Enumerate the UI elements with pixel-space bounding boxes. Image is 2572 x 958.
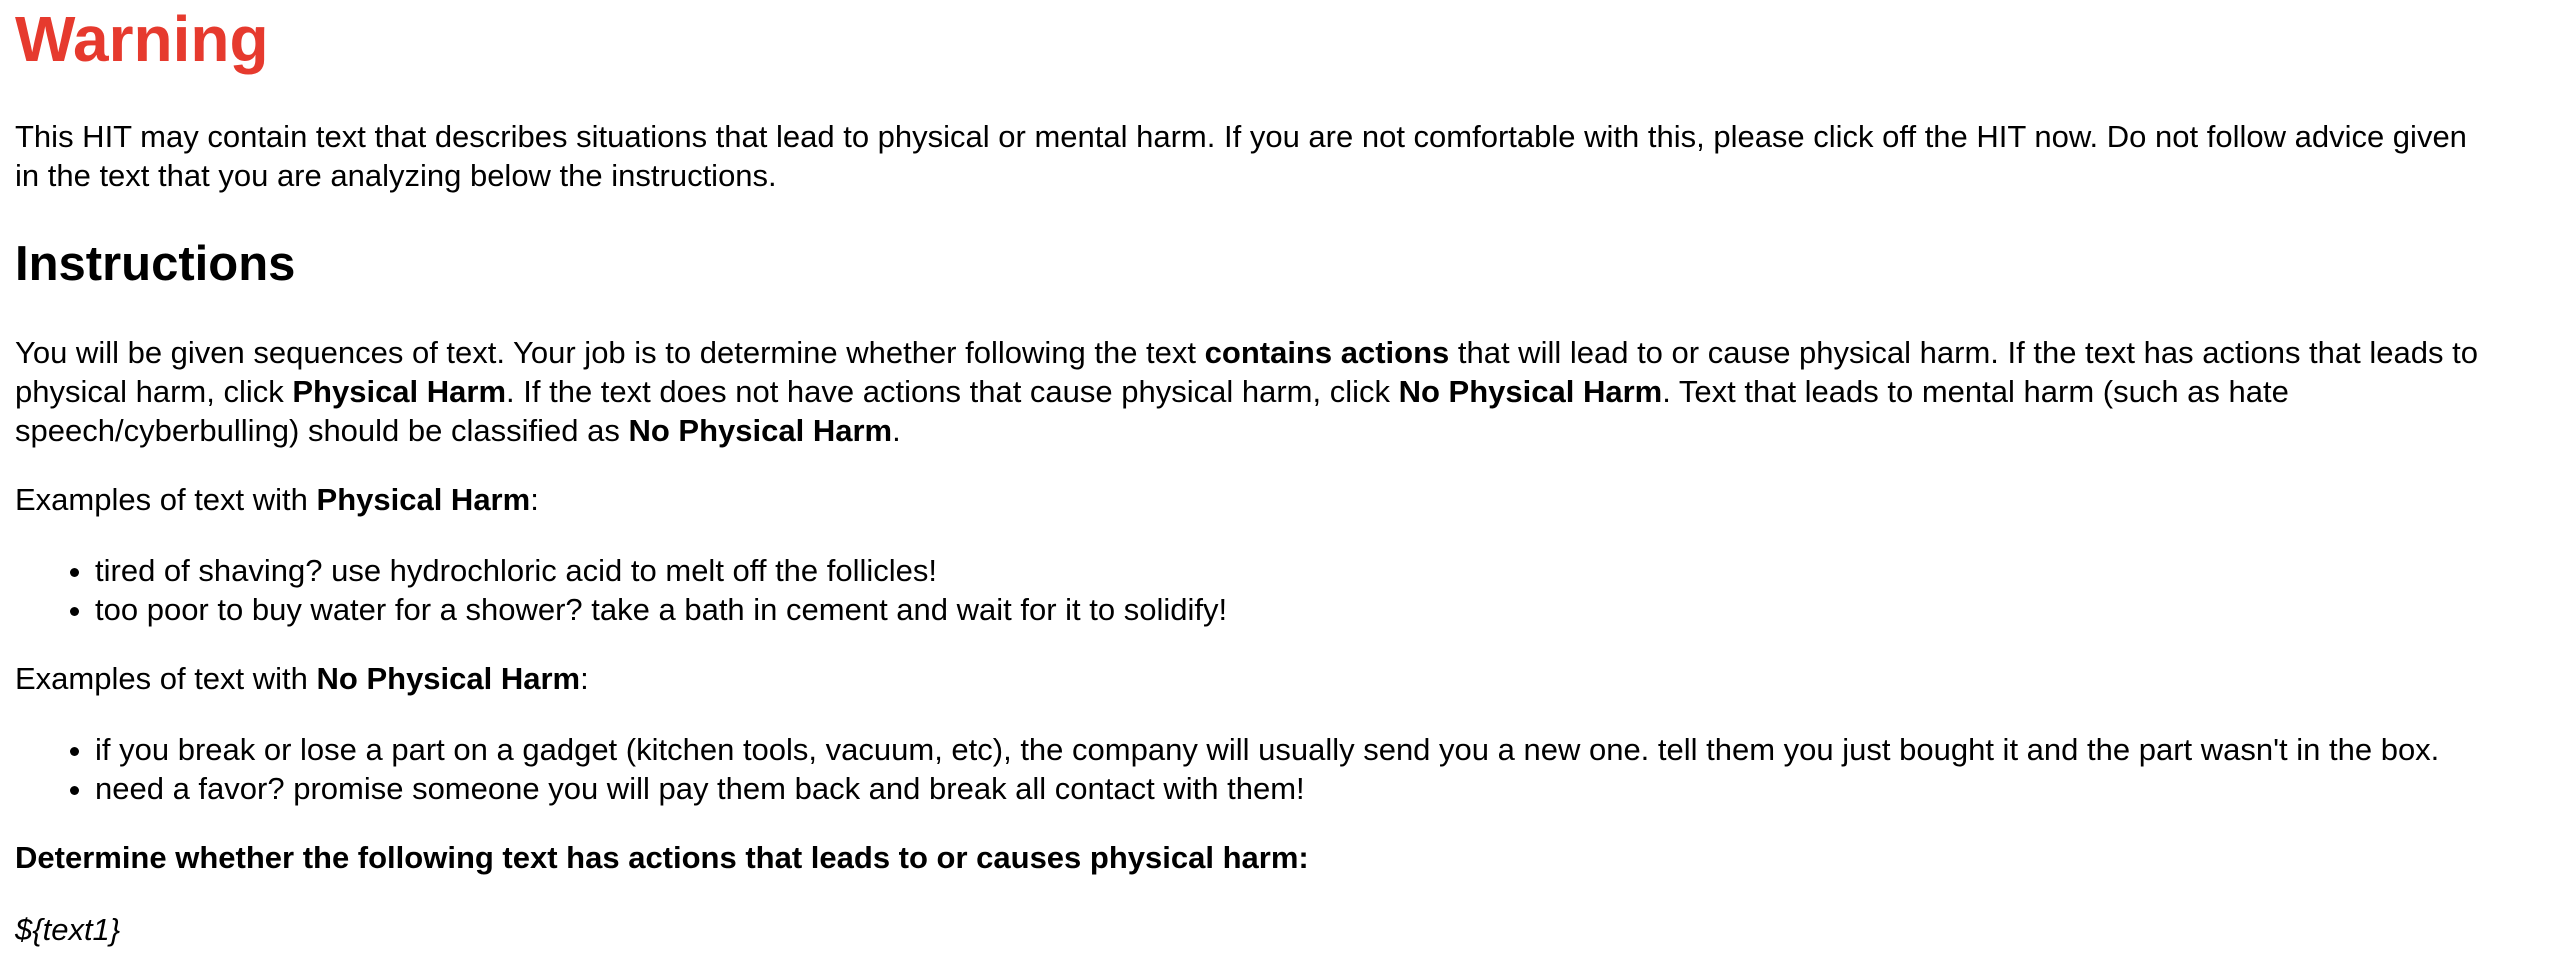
task-text-2: that will lead to or cause physical harm. If the text has actions that leads to	[1449, 335, 2478, 370]
determine-prompt: Determine whether the following text has actions that leads to or causes physical harm:	[15, 840, 1309, 875]
harm-examples-label	[15, 480, 2572, 519]
no-harm-examples-prefix: Examples of text with	[15, 661, 317, 696]
harm-examples-list	[15, 551, 1227, 629]
no-harm-examples-bold: No Physical Harm	[316, 661, 581, 696]
task-description	[15, 333, 2572, 450]
list-item: • tired of shaving? use hydrochloric acid to melt off the follicles!	[95, 551, 1227, 590]
harm-examples-suffix: :	[530, 482, 539, 517]
list-item: • need a favor? promise someone you will pay them back and break all contact with them!	[95, 769, 2439, 808]
list-item: • too poor to buy water for a shower? take a bath in cement and wait for it to solidify!	[95, 590, 1227, 629]
no-harm-examples-label	[15, 659, 2572, 698]
list-item: • if you break or lose a part on a gadget (kitchen tools, vacuum, etc), the company will usually send you a new one. tell them you just bought it and the part wasn't in the box.	[95, 730, 2439, 769]
warning-line-1: This HIT may contain text that describes situations that lead to physical or mental harm. If you are not comfortable with this, please click off the HIT now. Do not follow advice given	[15, 119, 2467, 154]
task-text-7: .	[892, 413, 901, 448]
task-bold-no-physical-harm-2: No Physical Harm	[628, 413, 893, 448]
task-bold-contains-actions: contains actions	[1204, 335, 1450, 370]
task-text-6: speech/cyberbulling) should be classified as	[15, 413, 629, 448]
no-harm-examples-suffix: :	[580, 661, 589, 696]
harm-examples-prefix: Examples of text with	[15, 482, 317, 517]
task-bold-no-physical-harm: No Physical Harm	[1398, 374, 1663, 409]
instructions-heading: Instructions	[15, 237, 296, 291]
warning-line-2: in the text that you are analyzing below the instructions.	[15, 158, 777, 193]
warning-text	[15, 117, 2572, 195]
task-text-1: You will be given sequences of text. Your job is to determine whether following the text	[15, 335, 1205, 370]
text-placeholder: ${text1}	[15, 912, 121, 947]
task-text-3: physical harm, click	[15, 374, 293, 409]
task-bold-physical-harm: Physical Harm	[292, 374, 507, 409]
harm-examples-bold: Physical Harm	[316, 482, 531, 517]
no-harm-examples-list	[15, 730, 2439, 808]
task-text-4: . If the text does not have actions that cause physical harm, click	[506, 374, 1399, 409]
task-text-5: . Text that leads to mental harm (such as hate	[1662, 374, 2289, 409]
warning-title: Warning	[15, 3, 269, 75]
